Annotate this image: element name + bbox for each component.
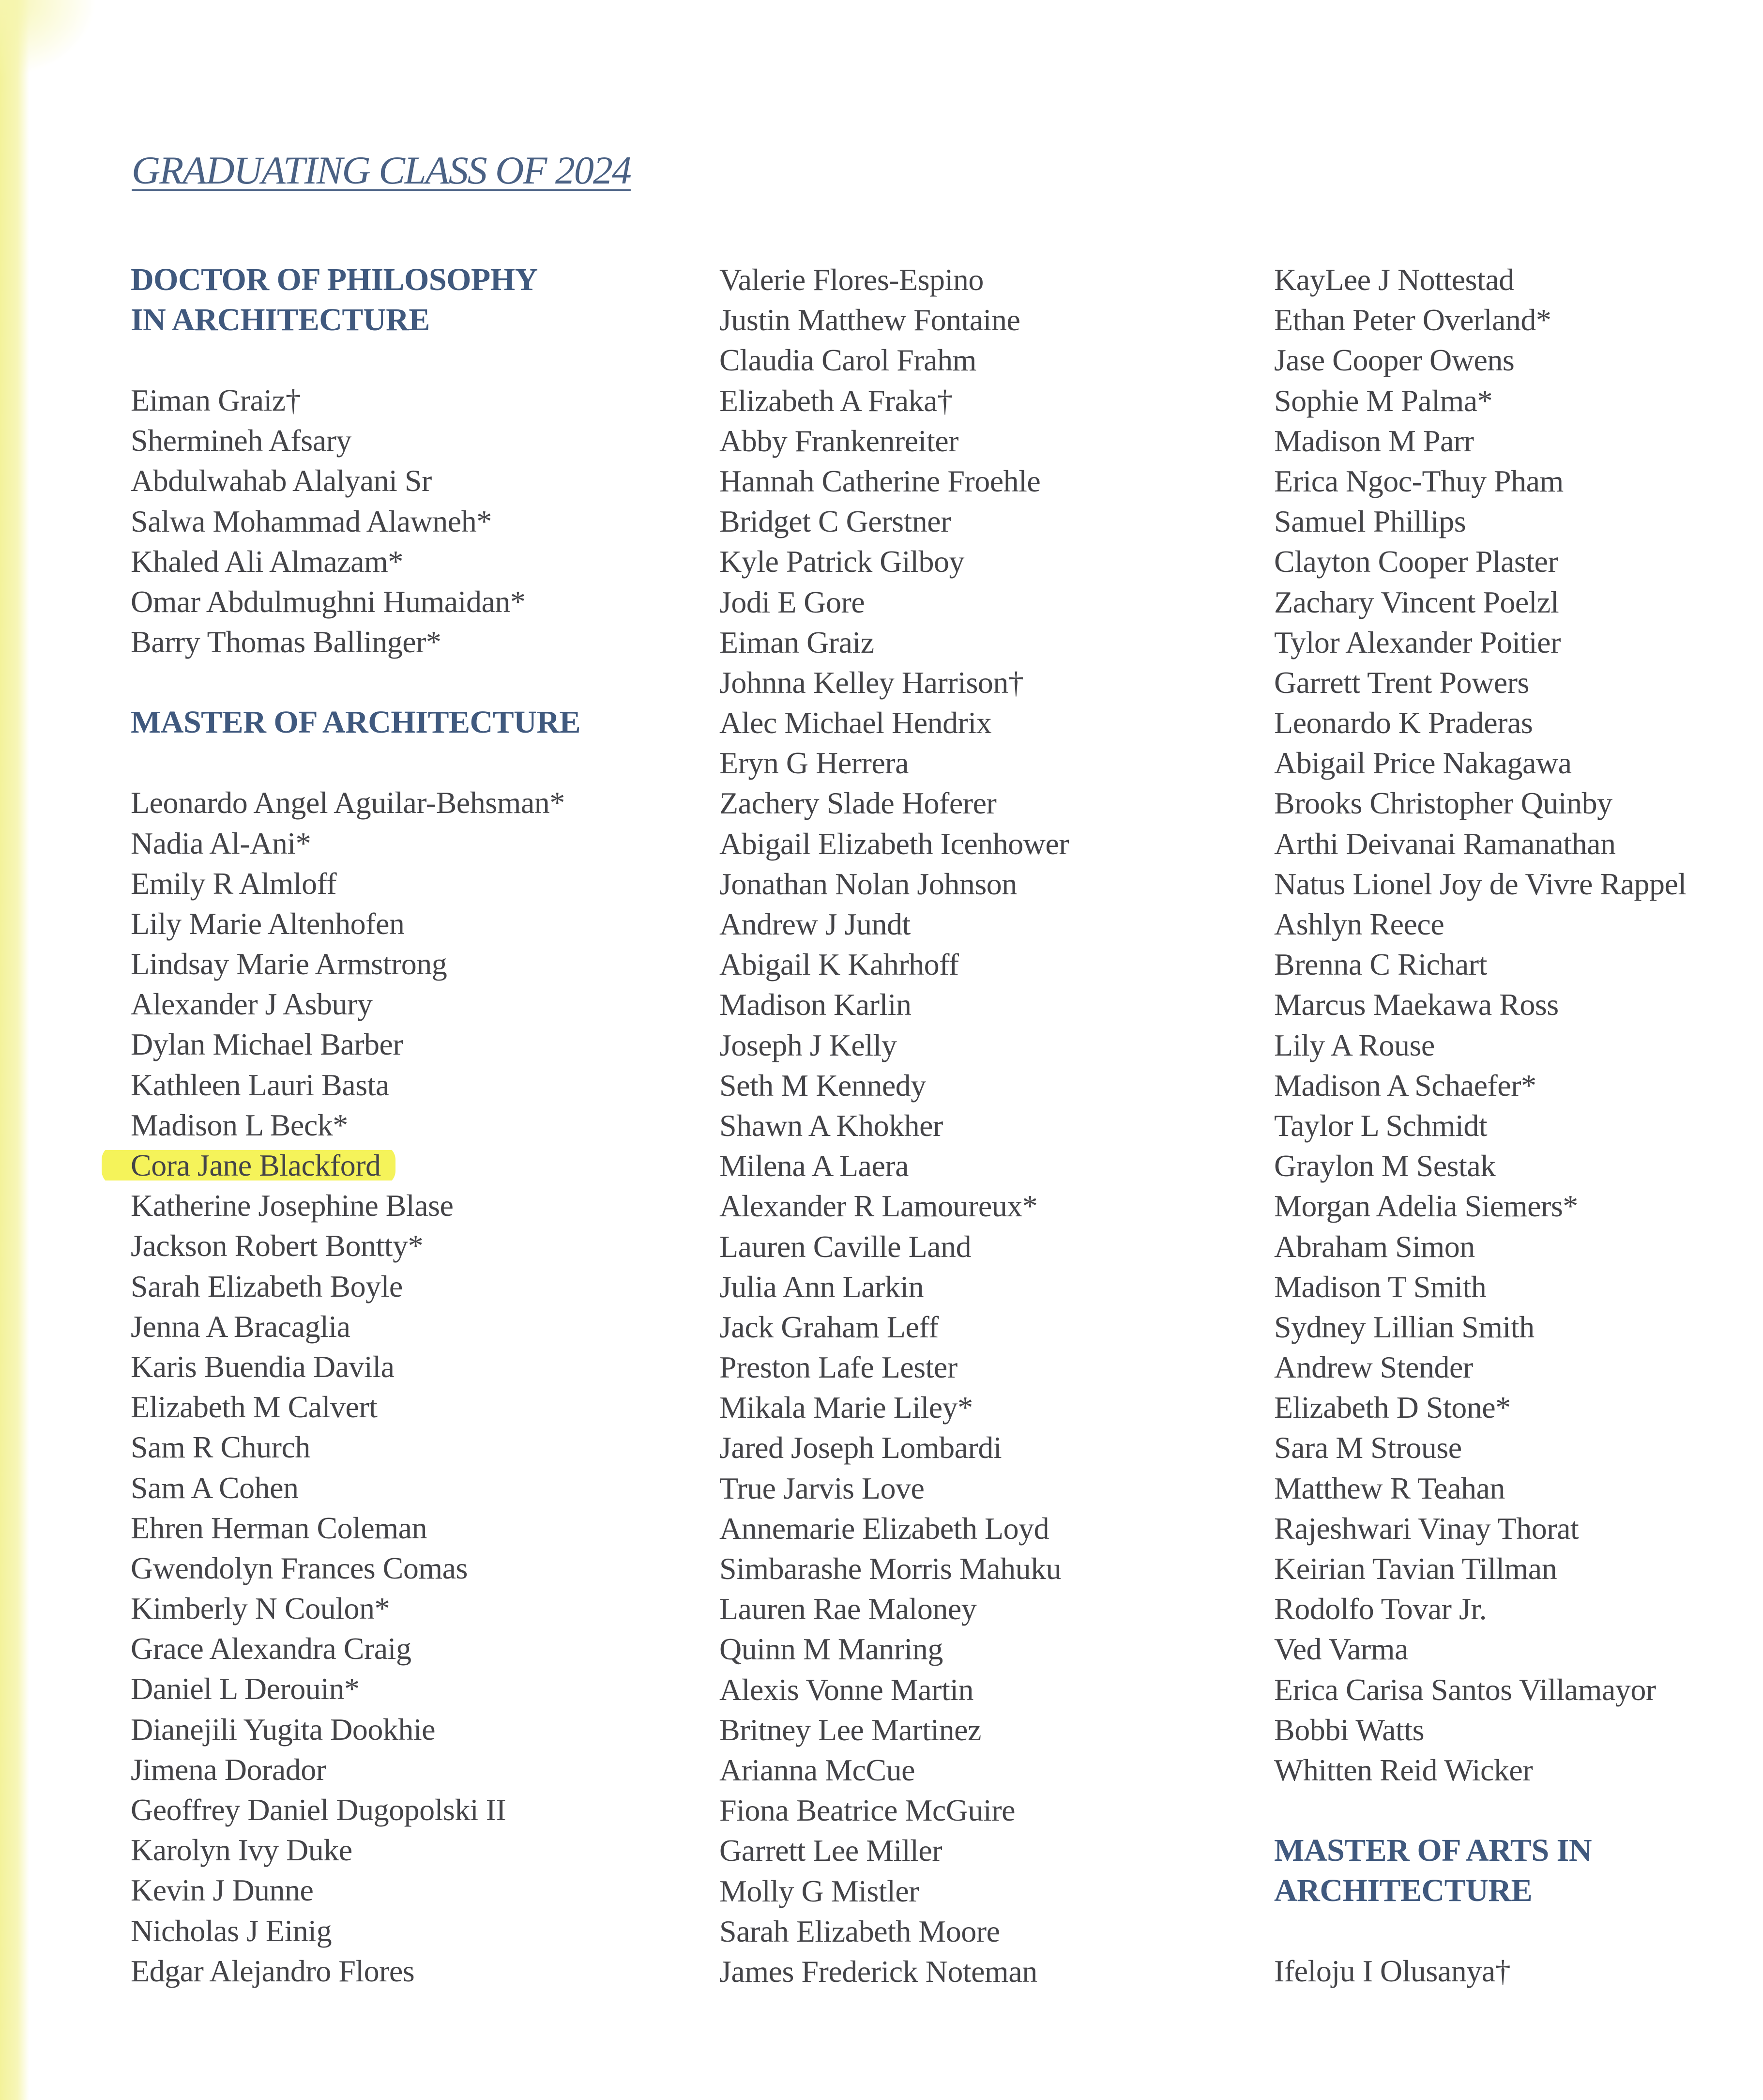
ma-heading-line-1: MASTER OF ARTS IN [1274,1833,1592,1869]
ma-heading [1274,1830,1763,1911]
graduate-name-text: Natus Lionel Joy de Vivre Rappel [1274,866,1687,901]
graduate-name [1274,381,1763,421]
graduate-name [719,743,1291,783]
graduate-name-text: Jodi E Gore [719,584,865,619]
graduate-name [1274,1710,1763,1750]
graduate-name-text: Mikala Marie Liley* [719,1390,973,1425]
graduate-name-text: Johnna Kelley Harrison† [719,665,1024,700]
graduate-name [131,1145,702,1185]
graduate-name [719,340,1291,380]
graduate-name-text: Jenna A Bracaglia [131,1309,350,1344]
graduate-name-text: Simbarashe Morris Mahuku [719,1551,1062,1586]
graduate-name-text: Madison T Smith [1274,1269,1487,1304]
graduate-name [131,1185,702,1226]
graduate-name-text: Marcus Maekawa Ross [1274,987,1559,1022]
graduate-name-text: Quinn M Manring [719,1632,943,1667]
phd-name-list [131,380,702,662]
graduate-name [719,1548,1291,1589]
graduate-name [719,1146,1291,1186]
graduate-name [131,1024,702,1064]
graduate-name [719,703,1291,743]
graduate-name [1274,864,1763,904]
graduate-name-text: Arthi Deivanai Ramanathan [1274,826,1616,861]
graduate-name-text: Omar Abdulmughni Humaidan* [131,584,526,619]
graduate-name [131,1830,702,1870]
graduate-name-text: Molly G Mistler [719,1873,919,1908]
graduate-name-text: Hannah Catherine Froehle [719,463,1041,498]
graduate-name-text: Ehren Herman Coleman [131,1510,427,1545]
graduate-name-text: Abigail Elizabeth Icenhower [719,826,1069,861]
graduate-name-text: Sarah Elizabeth Boyle [131,1269,403,1303]
graduate-name [719,501,1291,541]
graduate-name [1274,703,1763,743]
graduate-name [131,582,702,622]
graduate-name-text: Sam R Church [131,1430,310,1465]
graduate-name [719,944,1291,984]
graduate-name [719,1065,1291,1105]
graduate-name [719,1790,1291,1830]
graduate-name-text: Taylor L Schmidt [1274,1108,1488,1143]
graduate-name [719,1347,1291,1387]
graduate-name-text: Geoffrey Daniel Dugopolski II [131,1793,506,1827]
graduate-name-text: Tylor Alexander Poitier [1274,625,1561,659]
graduate-name [719,662,1291,703]
graduate-name [719,381,1291,421]
graduate-name-text: Madison L Beck* [131,1107,348,1142]
phd-heading-line-2: IN ARCHITECTURE [131,302,430,337]
graduate-name [1274,1589,1763,1629]
graduate-name [1274,260,1763,300]
graduate-name-text: Barry Thomas Ballinger* [131,625,441,659]
graduate-name [131,1427,702,1467]
graduate-name [1274,1427,1763,1468]
column-2 [719,260,1291,1992]
graduate-name-text: Alexander R Lamoureux* [719,1189,1038,1224]
graduate-name-text: Elizabeth M Calvert [131,1390,378,1425]
graduate-name [131,1951,702,1991]
graduate-name [719,1830,1291,1870]
graduate-name [1274,984,1763,1025]
graduate-name-text: Jimena Dorador [131,1752,326,1787]
graduate-name-text: Rodolfo Tovar Jr. [1274,1592,1487,1626]
graduate-name [1274,1387,1763,1427]
graduate-name [131,1628,702,1669]
graduate-name-text: Sara M Strouse [1274,1430,1462,1465]
graduate-name-text: Rajeshwari Vinay Thorat [1274,1511,1579,1546]
highlighted-graduate-name: Cora Jane Blackford [102,1145,395,1185]
graduate-name-text: Abigail Price Nakagawa [1274,746,1572,781]
graduate-name [719,1267,1291,1307]
graduate-name-text: Fiona Beatrice McGuire [719,1793,1015,1828]
graduate-name [131,944,702,984]
graduate-name [719,864,1291,904]
graduate-name [719,1911,1291,1951]
graduate-name [1274,340,1763,380]
graduate-name-text: Annemarie Elizabeth Loyd [719,1511,1049,1546]
graduate-name-text: Sophie M Palma* [1274,383,1493,418]
graduate-name-text: Milena A Laera [719,1149,909,1183]
graduate-name [131,1306,702,1347]
graduate-name-text: Graylon M Sestak [1274,1149,1496,1183]
graduate-name-text: Abigail K Kahrhoff [719,947,959,982]
graduate-name-text: Garrett Trent Powers [1274,665,1529,700]
paper-edge-tint [0,0,29,2100]
graduate-name [131,1226,702,1266]
graduate-name-text: Ved Varma [1274,1632,1408,1667]
graduate-name [719,421,1291,461]
graduate-name-text: Jack Graham Leff [719,1309,939,1344]
graduate-name [719,1025,1291,1065]
graduate-name-text: Eryn G Herrera [719,746,909,781]
graduate-name-text: Dylan Michael Barber [131,1027,403,1062]
graduate-name [131,1065,702,1105]
graduate-name [719,300,1291,340]
graduate-name [719,824,1291,864]
graduate-name-text: Erica Ngoc-Thuy Pham [1274,463,1564,498]
graduate-name-text: Bridget C Gerstner [719,504,951,539]
graduate-name-text: Elizabeth D Stone* [1274,1390,1511,1425]
graduate-name [131,782,702,823]
graduate-name-text: Eiman Graiz† [131,383,301,417]
graduate-name [1274,1065,1763,1105]
graduate-name [719,1629,1291,1669]
graduate-name-text: Gwendolyn Frances Comas [131,1550,468,1585]
graduate-name [719,1307,1291,1347]
graduate-name [1274,944,1763,984]
graduate-name [131,1870,702,1910]
graduate-name [1274,1548,1763,1589]
graduate-name [719,1226,1291,1267]
graduate-name-text: Lauren Caville Land [719,1229,972,1264]
graduate-name-text: Erica Carisa Santos Villamayor [1274,1672,1656,1707]
graduate-name-text: Morgan Adelia Siemers* [1274,1189,1578,1224]
graduate-name-text: Ifeloju I Olusanya† [1274,1954,1511,1989]
graduate-name-text: Kathleen Lauri Basta [131,1067,389,1102]
graduate-name [1274,783,1763,823]
column-1 [131,260,702,1991]
graduate-name [1274,1267,1763,1307]
graduate-name-text: Sarah Elizabeth Moore [719,1914,1000,1948]
graduate-name [719,1186,1291,1226]
graduate-name-text: Shawn A Khokher [719,1108,943,1143]
graduate-name-text: Jackson Robert Bontty* [131,1228,424,1263]
phd-heading-line-1: DOCTOR OF PHILOSOPHY [131,262,538,297]
graduate-name-text: Edgar Alejandro Flores [131,1953,415,1988]
graduate-name [1274,1146,1763,1186]
march-name-list-1 [131,782,702,1991]
ma-name-list [1274,1951,1763,1991]
graduate-name [131,904,702,944]
graduate-name [131,1911,702,1951]
graduate-name [1274,1468,1763,1508]
graduate-name [131,1548,702,1588]
graduate-name [1274,1186,1763,1226]
graduate-name [719,582,1291,622]
graduate-name-text: Joseph J Kelly [719,1027,897,1062]
graduate-name [1274,1347,1763,1387]
graduate-name-text: James Frederick Noteman [719,1954,1037,1989]
graduate-name [131,1749,702,1790]
graduate-name-text: Bobbi Watts [1274,1712,1424,1747]
graduate-name-text: Garrett Lee Miller [719,1833,942,1868]
graduate-name [1274,1951,1763,1991]
graduate-name-text: Jase Cooper Owens [1274,343,1515,378]
graduate-name [719,783,1291,823]
graduate-name-text: Leonardo K Praderas [1274,705,1533,740]
graduate-name-text: Whitten Reid Wicker [1274,1752,1533,1787]
spacer [1274,1790,1763,1830]
graduate-name [131,1588,702,1628]
spacer [131,742,702,782]
spacer [131,662,702,702]
graduate-name-text: Madison A Schaefer* [1274,1068,1536,1103]
graduate-name-text: Arianna McCue [719,1752,915,1787]
graduate-name [131,863,702,904]
graduate-name [131,501,702,541]
graduate-name-text: Ethan Peter Overland* [1274,303,1551,337]
graduate-name [1274,1025,1763,1065]
graduate-name-text: Preston Lafe Lester [719,1350,957,1385]
graduate-name-text: True Jarvis Love [719,1471,925,1505]
page-title: GRADUATING CLASS OF 2024 [132,148,631,192]
graduate-name-text: Dianejili Yugita Dookhie [131,1712,436,1747]
graduate-name-text: Zachery Slade Hoferer [719,786,997,821]
graduate-name [719,1750,1291,1790]
graduate-name [719,1951,1291,1992]
graduate-name-text: Sydney Lillian Smith [1274,1309,1535,1344]
graduate-name [131,380,702,420]
graduate-name-text: Matthew R Teahan [1274,1471,1505,1505]
graduate-name-text: Samuel Phillips [1274,504,1466,539]
graduate-name-text: Ashlyn Reece [1274,907,1444,941]
graduate-name [1274,421,1763,461]
graduate-name-text: Karis Buendia Davila [131,1349,395,1384]
graduate-name [719,541,1291,582]
march-name-list-3 [1274,260,1763,1790]
phd-heading [131,260,702,340]
graduate-name-text: Alexis Vonne Martin [719,1672,973,1707]
graduate-name [131,1105,702,1145]
graduate-name [131,1347,702,1387]
graduate-name-text: KayLee J Nottestad [1274,262,1514,297]
column-3 [1274,260,1763,1991]
graduate-name [131,541,702,582]
graduate-name-text: Lily Marie Altenhofen [131,906,405,941]
graduate-name-text: Clayton Cooper Plaster [1274,544,1558,579]
graduate-name [131,622,702,662]
graduate-name-text: Julia Ann Larkin [719,1269,924,1304]
graduate-name-text: Kevin J Dunne [131,1873,314,1908]
graduate-name [719,1710,1291,1750]
march-heading: MASTER OF ARCHITECTURE [131,705,581,740]
graduate-name-text: Madison M Parr [1274,423,1474,458]
graduate-name [719,904,1291,944]
graduate-name [1274,461,1763,501]
graduate-name [131,1508,702,1548]
graduate-name-text: Kimberly N Coulon* [131,1591,390,1626]
graduate-name-text: Nadia Al-Ani* [131,826,311,860]
graduate-name-text: Grace Alexandra Craig [131,1631,411,1666]
graduate-name-text: Abraham Simon [1274,1229,1475,1264]
graduate-name-text: Daniel L Derouin* [131,1671,360,1706]
graduate-name-text: Shermineh Afsary [131,423,351,458]
spacer [1274,1911,1763,1951]
graduate-name [1274,824,1763,864]
graduate-name [131,1709,702,1749]
graduate-name [1274,582,1763,622]
graduate-name [719,1871,1291,1911]
graduate-name-text: Claudia Carol Frahm [719,343,976,378]
graduate-name-text: Elizabeth A Fraka† [719,383,953,418]
graduate-name [131,1669,702,1709]
graduate-name-text: Zachary Vincent Poelzl [1274,584,1559,619]
march-name-list-2 [719,260,1291,1992]
graduate-name-text: Seth M Kennedy [719,1068,926,1103]
graduate-name [1274,904,1763,944]
graduate-name-text: Lindsay Marie Armstrong [131,947,447,981]
graduate-name [131,984,702,1024]
graduate-name-text: Alec Michael Hendrix [719,705,992,740]
graduate-name [1274,1750,1763,1790]
graduate-name-text: Jonathan Nolan Johnson [719,866,1017,901]
graduate-name-text: Emily R Almloff [131,866,337,901]
graduate-name-text: Alexander J Asbury [131,987,373,1022]
graduate-name [1274,300,1763,340]
graduate-name [131,1266,702,1306]
graduate-name [719,1508,1291,1548]
graduate-name-text: Sam A Cohen [131,1470,299,1505]
graduate-name-text: Keirian Tavian Tillman [1274,1551,1557,1586]
graduate-name [1274,743,1763,783]
graduate-name [1274,1508,1763,1548]
graduate-name [719,1589,1291,1629]
graduate-name [1274,1226,1763,1267]
graduate-name [719,622,1291,662]
graduate-name [1274,1629,1763,1669]
graduate-name [1274,1670,1763,1710]
graduate-name [131,823,702,863]
graduate-name [1274,622,1763,662]
graduate-name-text: Nicholas J Einig [131,1913,332,1948]
graduate-name-text: Jared Joseph Lombardi [719,1430,1002,1465]
graduate-name [131,460,702,501]
graduate-name-text: Valerie Flores-Espino [719,262,984,297]
graduate-name [131,1790,702,1830]
graduate-name-text: Eiman Graiz [719,625,874,659]
graduate-name-text: Madison Karlin [719,987,912,1022]
graduate-name-text: Brooks Christopher Quinby [1274,786,1612,821]
graduate-name-text: Lily A Rouse [1274,1027,1435,1062]
graduate-name-text: Khaled Ali Almazam* [131,544,403,579]
graduate-name-text: Kyle Patrick Gilboy [719,544,964,579]
graduate-name-text: Lauren Rae Maloney [719,1592,977,1626]
ma-heading-line-2: ARCHITECTURE [1274,1873,1533,1909]
graduate-name-text: Andrew J Jundt [719,907,911,941]
graduate-name [719,260,1291,300]
spacer [131,340,702,380]
graduate-name-text: Abby Frankenreiter [719,423,958,458]
graduate-name [131,1468,702,1508]
graduate-name-text: Britney Lee Martinez [719,1712,981,1747]
graduate-name-text: Brenna C Richart [1274,947,1487,982]
graduate-name-text: Abdulwahab Alalyani Sr [131,463,432,498]
graduate-name-text: Katherine Josephine Blase [131,1188,454,1223]
graduate-name-text: Leonardo Angel Aguilar-Behsman* [131,785,565,820]
graduate-name [719,984,1291,1025]
graduate-name [719,1427,1291,1468]
graduate-name [719,1387,1291,1427]
graduate-name-text: Justin Matthew Fontaine [719,303,1020,337]
graduate-name [1274,1105,1763,1146]
graduate-name [719,1105,1291,1146]
graduate-name [1274,541,1763,582]
graduate-name [719,1468,1291,1508]
graduate-name [719,1670,1291,1710]
graduate-name [1274,1307,1763,1347]
graduate-name-text: Salwa Mohammad Alawneh* [131,504,492,538]
graduate-name-text: Andrew Stender [1274,1350,1473,1385]
graduate-name [1274,501,1763,541]
graduate-name [131,420,702,460]
graduate-name [131,1387,702,1427]
graduate-name [719,461,1291,501]
graduate-name [1274,662,1763,703]
graduate-name-text: Karolyn Ivy Duke [131,1833,352,1868]
paper-corner-tint [0,0,97,77]
